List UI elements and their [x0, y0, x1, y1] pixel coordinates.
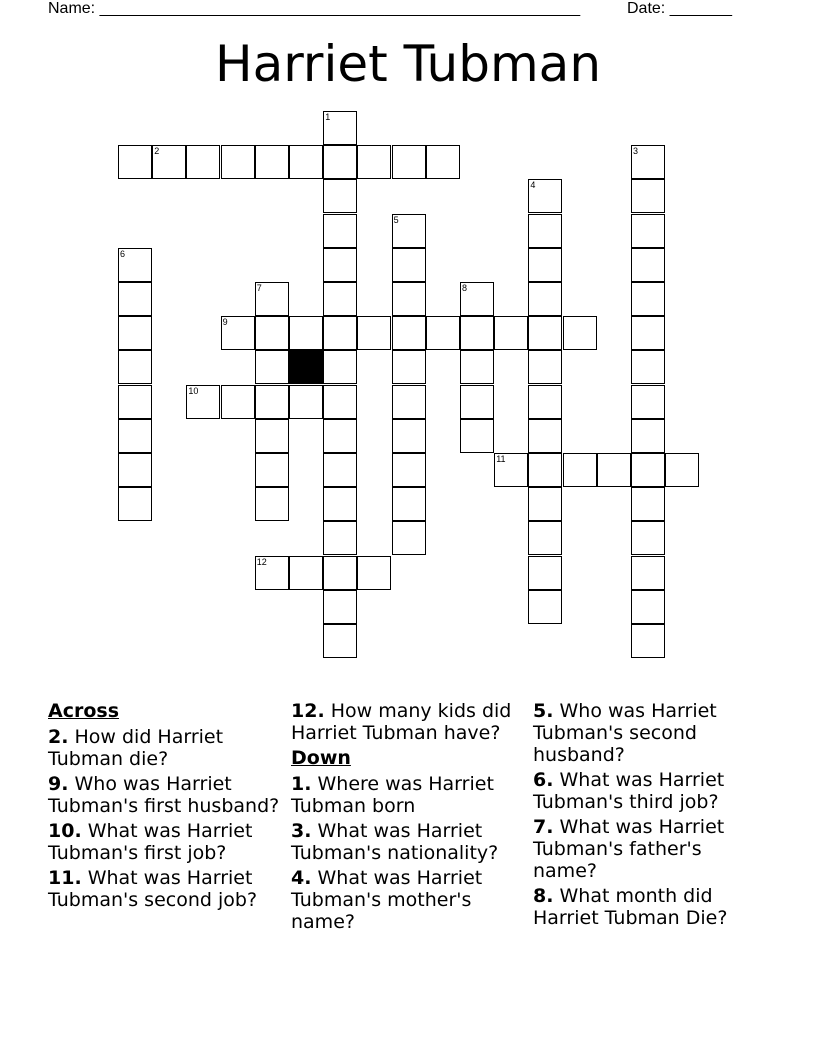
grid-cell[interactable]: [528, 248, 562, 282]
clue-column-1: [48, 700, 284, 914]
clue-across-12: [291, 700, 527, 744]
grid-cell[interactable]: [323, 248, 357, 282]
grid-cell[interactable]: [323, 350, 357, 384]
grid-cell[interactable]: [631, 248, 665, 282]
grid-cell[interactable]: [392, 316, 426, 350]
clue-text: What month did Harriet Tubman Die?: [533, 885, 728, 929]
clue-number-label: 9: [222, 317, 228, 328]
clue-text: What was Harriet Tubman's mother's name?: [291, 867, 483, 933]
clue-text: Who was Harriet Tubman's first husband?: [48, 773, 280, 817]
grid-cell[interactable]: [426, 316, 460, 350]
grid-cell[interactable]: [528, 214, 562, 248]
grid-cell[interactable]: [528, 282, 562, 316]
grid-cell[interactable]: [255, 316, 289, 350]
grid-cell[interactable]: [221, 316, 255, 350]
clue-column-3: [533, 700, 769, 932]
clue-number: 12.: [291, 700, 325, 722]
clue-number-label: 3: [633, 146, 639, 157]
grid-cell[interactable]: [460, 282, 494, 316]
grid-block: [289, 350, 323, 384]
grid-cell[interactable]: [323, 111, 357, 145]
clue-number-label: 1: [325, 112, 331, 122]
grid-cell[interactable]: [528, 385, 562, 419]
grid-cell[interactable]: [323, 214, 357, 248]
clue-number-label: 8: [462, 283, 468, 293]
down-heading: Down: [291, 747, 351, 769]
clue-text: What was Harriet Tubman's father's name?: [533, 816, 725, 882]
grid-cell[interactable]: [631, 453, 665, 487]
grid-cell[interactable]: [392, 350, 426, 384]
grid-cell[interactable]: [323, 521, 357, 555]
grid-cell[interactable]: [631, 316, 665, 350]
clue-number-label: 10: [188, 385, 199, 396]
grid-cell[interactable]: [631, 419, 665, 453]
grid-cell[interactable]: [392, 282, 426, 316]
clue-across-2: [48, 726, 284, 770]
grid-cell[interactable]: [392, 145, 426, 179]
grid-cell[interactable]: [357, 145, 391, 179]
clue-down-5: [533, 700, 769, 766]
grid-cell[interactable]: [665, 453, 699, 487]
grid-cell[interactable]: [494, 453, 528, 487]
grid-cell[interactable]: [357, 556, 391, 590]
grid-cell[interactable]: [528, 487, 562, 521]
grid-cell[interactable]: [392, 487, 426, 521]
grid-cell[interactable]: [631, 179, 665, 213]
clue-number-label: 6: [120, 248, 126, 259]
grid-cell[interactable]: [323, 145, 357, 179]
clue-number: 10.: [48, 820, 82, 842]
grid-cell[interactable]: [528, 350, 562, 384]
grid-cell[interactable]: [528, 179, 562, 213]
grid-cell[interactable]: [323, 282, 357, 316]
grid-cell[interactable]: [528, 316, 562, 350]
grid-cell[interactable]: [255, 556, 289, 590]
date-field-label: Date: _______: [627, 0, 732, 17]
clue-text: What was Harriet Tubman's nationality?: [291, 820, 499, 864]
grid-cell[interactable]: [631, 214, 665, 248]
across-heading: Across: [48, 700, 120, 722]
grid-cell[interactable]: [289, 316, 323, 350]
clue-number: 3.: [291, 820, 312, 842]
grid-cell[interactable]: [631, 624, 665, 658]
clue-across-9: [48, 773, 284, 817]
grid-cell[interactable]: [152, 145, 186, 179]
clue-down-8: [533, 885, 769, 929]
grid-cell[interactable]: [563, 453, 597, 487]
clue-number-label: 7: [256, 283, 262, 293]
clue-text: How did Harriet Tubman die?: [48, 726, 224, 770]
grid-cell[interactable]: [528, 590, 562, 624]
grid-cell[interactable]: [323, 556, 357, 590]
grid-cell[interactable]: [323, 179, 357, 213]
clue-text: Where was Harriet Tubman born: [291, 773, 494, 817]
clue-number: 7.: [533, 816, 554, 838]
clue-column-2: [291, 700, 527, 936]
clue-number-label: 5: [393, 214, 399, 225]
grid-cell[interactable]: [460, 385, 494, 419]
grid-cell[interactable]: [323, 453, 357, 487]
clue-down-7: [533, 816, 769, 882]
clue-text: How many kids did Harriet Tubman have?: [291, 700, 512, 744]
grid-cell[interactable]: [392, 214, 426, 248]
grid-cell[interactable]: [323, 316, 357, 350]
grid-cell[interactable]: [460, 350, 494, 384]
grid-cell[interactable]: [323, 419, 357, 453]
grid-cell[interactable]: [255, 419, 289, 453]
grid-cell[interactable]: [631, 521, 665, 555]
grid-cell[interactable]: [118, 350, 152, 384]
clue-number-label: 12: [256, 556, 267, 567]
grid-cell[interactable]: [392, 419, 426, 453]
clue-text: Who was Harriet Tubman's second husband?: [533, 700, 717, 766]
clue-number: 8.: [533, 885, 554, 907]
clue-number: 1.: [291, 773, 312, 795]
grid-cell[interactable]: [631, 145, 665, 179]
grid-cell[interactable]: [118, 385, 152, 419]
grid-cell[interactable]: [118, 282, 152, 316]
clue-number: 2.: [48, 726, 69, 748]
grid-cell[interactable]: [118, 419, 152, 453]
grid-cell[interactable]: [289, 145, 323, 179]
grid-cell[interactable]: [494, 316, 528, 350]
clue-across-10: [48, 820, 284, 864]
grid-cell[interactable]: [186, 385, 220, 419]
clue-down-4: [291, 867, 527, 933]
grid-cell[interactable]: [323, 487, 357, 521]
grid-cell[interactable]: [631, 590, 665, 624]
clue-number: 9.: [48, 773, 69, 795]
grid-cell[interactable]: [631, 385, 665, 419]
grid-cell[interactable]: [118, 453, 152, 487]
name-field-label: Name: ______________________________________________________: [48, 0, 581, 17]
grid-cell[interactable]: [357, 316, 391, 350]
grid-cell[interactable]: [255, 145, 289, 179]
clue-number: 11.: [48, 867, 82, 889]
grid-cell[interactable]: [631, 350, 665, 384]
grid-cell[interactable]: [118, 487, 152, 521]
grid-cell[interactable]: [392, 385, 426, 419]
grid-cell[interactable]: [221, 145, 255, 179]
grid-cell[interactable]: [255, 487, 289, 521]
clue-down-6: [533, 769, 769, 813]
clue-across-11: [48, 867, 284, 911]
grid-cell[interactable]: [323, 624, 357, 658]
clue-text: What was Harriet Tubman's first job?: [48, 820, 253, 864]
clue-down-1: [291, 773, 527, 817]
clue-number-label: 4: [530, 180, 536, 191]
grid-cell[interactable]: [255, 282, 289, 316]
grid-cell[interactable]: [528, 419, 562, 453]
grid-cell[interactable]: [255, 350, 289, 384]
grid-cell[interactable]: [631, 556, 665, 590]
clue-down-3: [291, 820, 527, 864]
clue-number: 6.: [533, 769, 554, 791]
grid-cell[interactable]: [426, 145, 460, 179]
grid-cell[interactable]: [323, 590, 357, 624]
grid-cell[interactable]: [255, 385, 289, 419]
grid-cell[interactable]: [392, 453, 426, 487]
clue-number-label: 2: [154, 146, 160, 157]
clue-text: What was Harriet Tubman's third job?: [533, 769, 725, 813]
grid-cell[interactable]: [528, 453, 562, 487]
page-title: Harriet Tubman: [214, 35, 602, 93]
clue-text: What was Harriet Tubman's second job?: [48, 867, 258, 911]
grid-cell[interactable]: [255, 453, 289, 487]
grid-cell[interactable]: [460, 419, 494, 453]
clue-number: 4.: [291, 867, 312, 889]
grid-cell[interactable]: [289, 385, 323, 419]
grid-cell[interactable]: [528, 556, 562, 590]
clue-number: 5.: [533, 700, 554, 722]
grid-cell[interactable]: [631, 487, 665, 521]
grid-cell[interactable]: [392, 521, 426, 555]
grid-cell[interactable]: [118, 316, 152, 350]
grid-cell[interactable]: [460, 316, 494, 350]
grid-cell[interactable]: [289, 556, 323, 590]
grid-cell[interactable]: [392, 248, 426, 282]
grid-cell[interactable]: [631, 282, 665, 316]
grid-cell[interactable]: [186, 145, 220, 179]
grid-cell[interactable]: [118, 145, 152, 179]
grid-cell[interactable]: [118, 248, 152, 282]
grid-cell[interactable]: [563, 316, 597, 350]
grid-cell[interactable]: [597, 453, 631, 487]
grid-cell[interactable]: [221, 385, 255, 419]
clue-number-label: 11: [496, 454, 506, 464]
grid-cell[interactable]: [323, 385, 357, 419]
grid-cell[interactable]: [528, 521, 562, 555]
